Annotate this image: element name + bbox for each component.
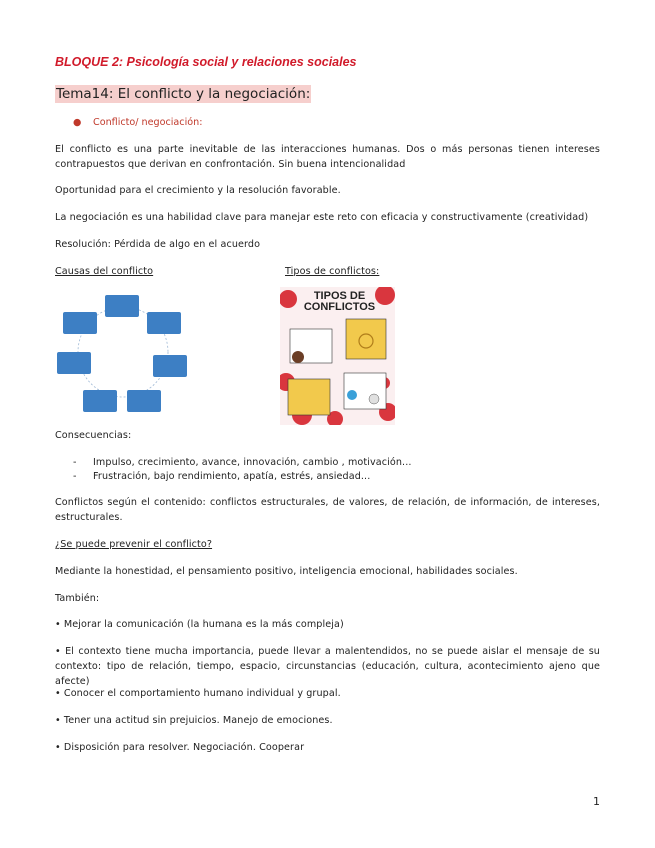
consequences-heading: Consecuencias: [55, 430, 132, 441]
paragraph-negotiation: La negociación es una habilidad clave para manejar este reto con eficacia y constructivamente (creatividad) [55, 212, 589, 223]
diagram-node [127, 390, 161, 412]
causes-diagram [55, 290, 195, 415]
list-item-behaviour: • Conocer el comportamiento humano individual y grupal. [55, 688, 341, 699]
list-item-communication: • Mejorar la comunicación (la humana es la más compleja) [55, 619, 344, 630]
diagram-node [147, 312, 181, 334]
poster-title: TIPOS DE CONFLICTOS [303, 290, 376, 313]
diagram-node [153, 355, 187, 377]
types-heading: Tipos de conflictos: [285, 266, 380, 277]
list-item-attitude: • Tener una actitud sin prejuicios. Manejo de emociones. [55, 715, 333, 726]
paragraph-definition: El conflicto es una parte inevitable de las interacciones humanas. Dos o más personas tienen intereses contrapuestos que derivan en confrontación. Sin buena intencionalidad [55, 144, 600, 170]
section-heading: Tema14: El conflicto y la negociación: [56, 86, 311, 102]
subsection-label: Conflicto/ negociación: [93, 117, 203, 128]
paragraph-content-types: Conflictos según el contenido: conflictos estructurales, de valores, de relación, de información, de intereses, estructurales. [55, 497, 600, 523]
diagram-node [57, 352, 91, 374]
diagram-node [63, 312, 97, 334]
paragraph-opportunity: Oportunidad para el crecimiento y la resolución favorable. [55, 185, 341, 196]
causes-heading: Causas del conflicto [55, 266, 154, 277]
list-item: Impulso, crecimiento, avance, innovación, cambio , motivación... [93, 457, 412, 468]
also-label: También: [55, 593, 100, 604]
document-title: BLOQUE 2: Psicología social y relaciones sociales [55, 55, 357, 69]
dash-icon: - [73, 457, 77, 468]
paragraph-resolution: Resolución: Pérdida de algo en el acuerdo [55, 239, 261, 250]
diagram-node [105, 295, 139, 317]
prevention-heading: ¿Se puede prevenir el conflicto? [55, 539, 213, 550]
diagram-node [83, 390, 117, 412]
conflict-types-poster [280, 287, 395, 425]
list-item-context: • El contexto tiene mucha importancia, puede llevar a malentendidos, no se puede aislar el mensaje de su contexto: tipo de relación, tiempo, espacio, circunstancias (educación, cultura, acontecimiento ajeno que afecte) [55, 646, 600, 687]
list-item-disposition: • Disposición para resolver. Negociación. Cooperar [55, 742, 305, 753]
dash-icon: - [73, 471, 77, 482]
list-item: Frustración, bajo rendimiento, apatía, estrés, ansiedad... [93, 471, 371, 482]
bullet-icon: ● [73, 117, 82, 128]
page-number: 1 [593, 795, 600, 808]
paragraph-prevention: Mediante la honestidad, el pensamiento positivo, inteligencia emocional, habilidades sociales. [55, 566, 518, 577]
